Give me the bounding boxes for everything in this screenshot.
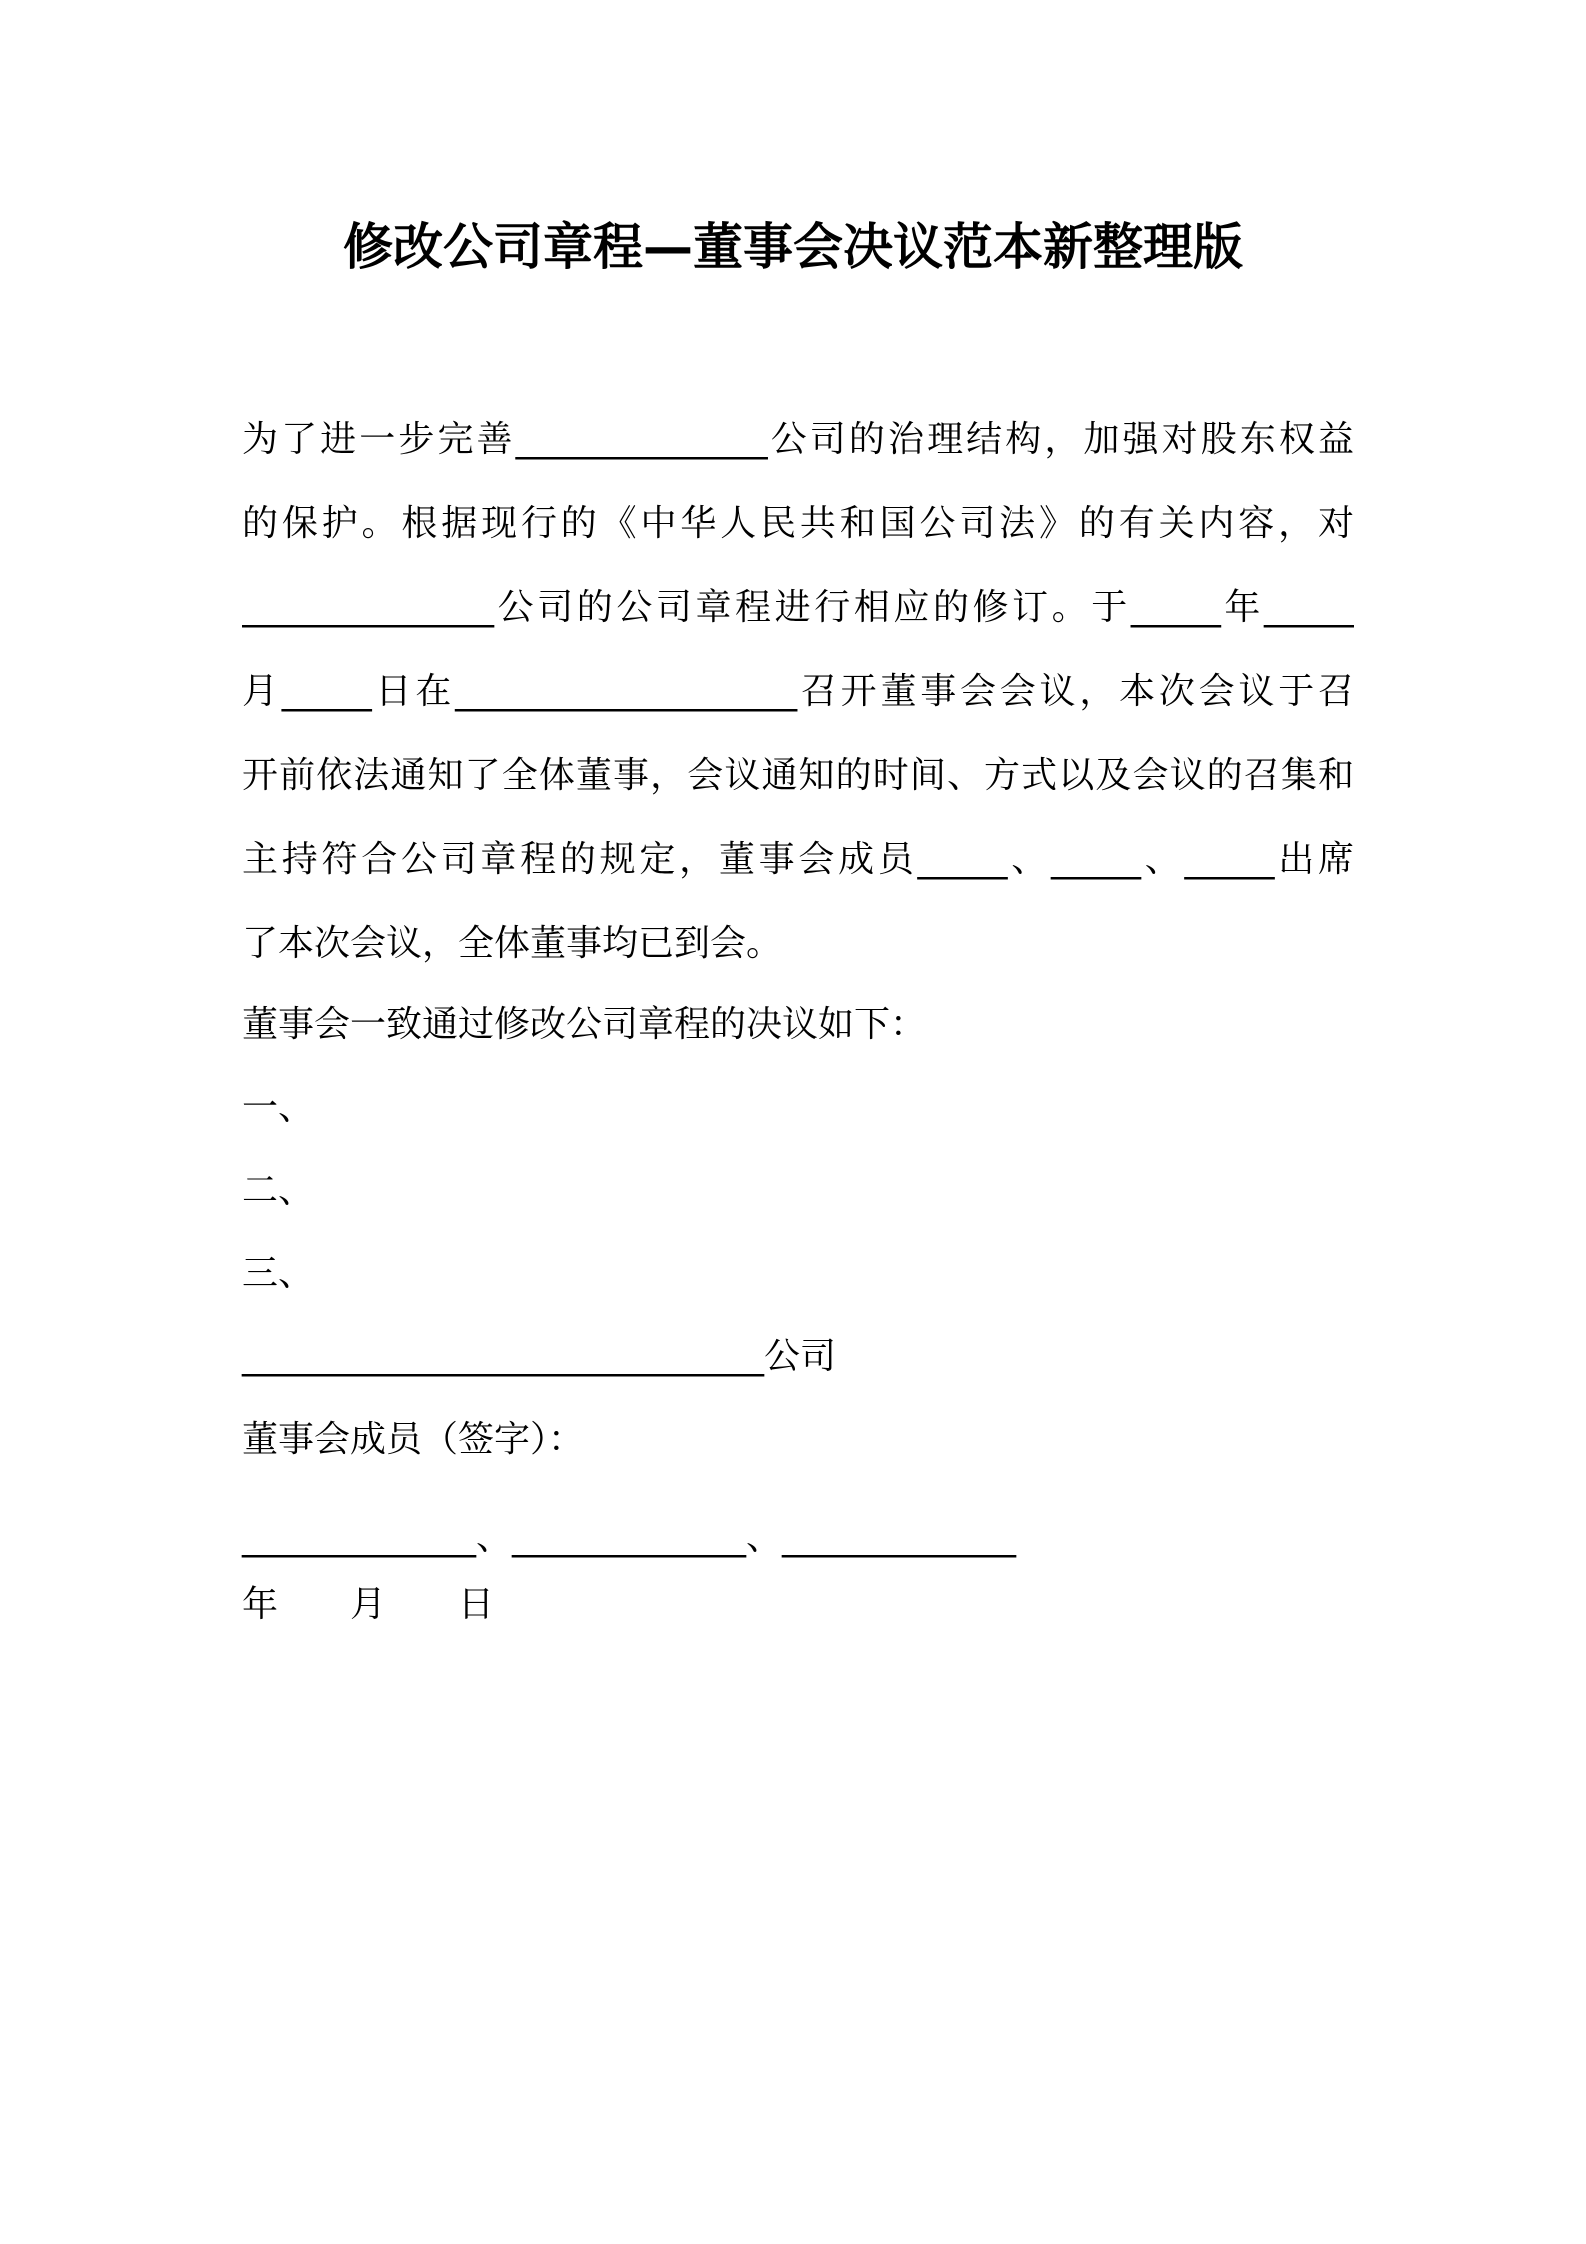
resolution-item-2: 二、 bbox=[242, 1170, 315, 1211]
paragraph-line: 的保护。根据现行的《中华人民共和国公司法》的有关内容，对 bbox=[242, 503, 1354, 544]
resolution-item-3: 三、 bbox=[242, 1253, 315, 1294]
resolution-item-1: 一、 bbox=[242, 1087, 315, 1128]
body-paragraph bbox=[242, 398, 1354, 986]
paragraph-line: 为了进一步完善______________公司的治理结构，加强对股东权益 bbox=[242, 419, 1354, 460]
paragraph-line: 开前依法通知了全体董事，会议通知的时间、方式以及会议的召集和 bbox=[242, 755, 1354, 796]
paragraph-line: ______________公司的公司章程进行相应的修订。于_____年_____ bbox=[242, 587, 1354, 628]
paragraph-line: 主持符合公司章程的规定，董事会成员_____、_____、_____出席 bbox=[242, 839, 1354, 880]
signature-blanks: _____________、_____________、_____________ bbox=[242, 1517, 1016, 1558]
company-name-line: _____________________________公司 bbox=[242, 1336, 836, 1377]
paragraph-line: 月_____日在___________________召开董事会会议，本次会议于召 bbox=[242, 671, 1354, 712]
signature-label: 董事会成员（签字）： bbox=[242, 1419, 585, 1460]
date-line: 年 月 日 bbox=[242, 1584, 495, 1625]
paragraph-line: 了本次会议，全体董事均已到会。 bbox=[242, 923, 783, 964]
resolution-intro: 董事会一致通过修改公司章程的决议如下： bbox=[242, 1004, 927, 1045]
document-title: 修改公司章程—董事会决议范本新整理版 bbox=[343, 218, 1243, 276]
